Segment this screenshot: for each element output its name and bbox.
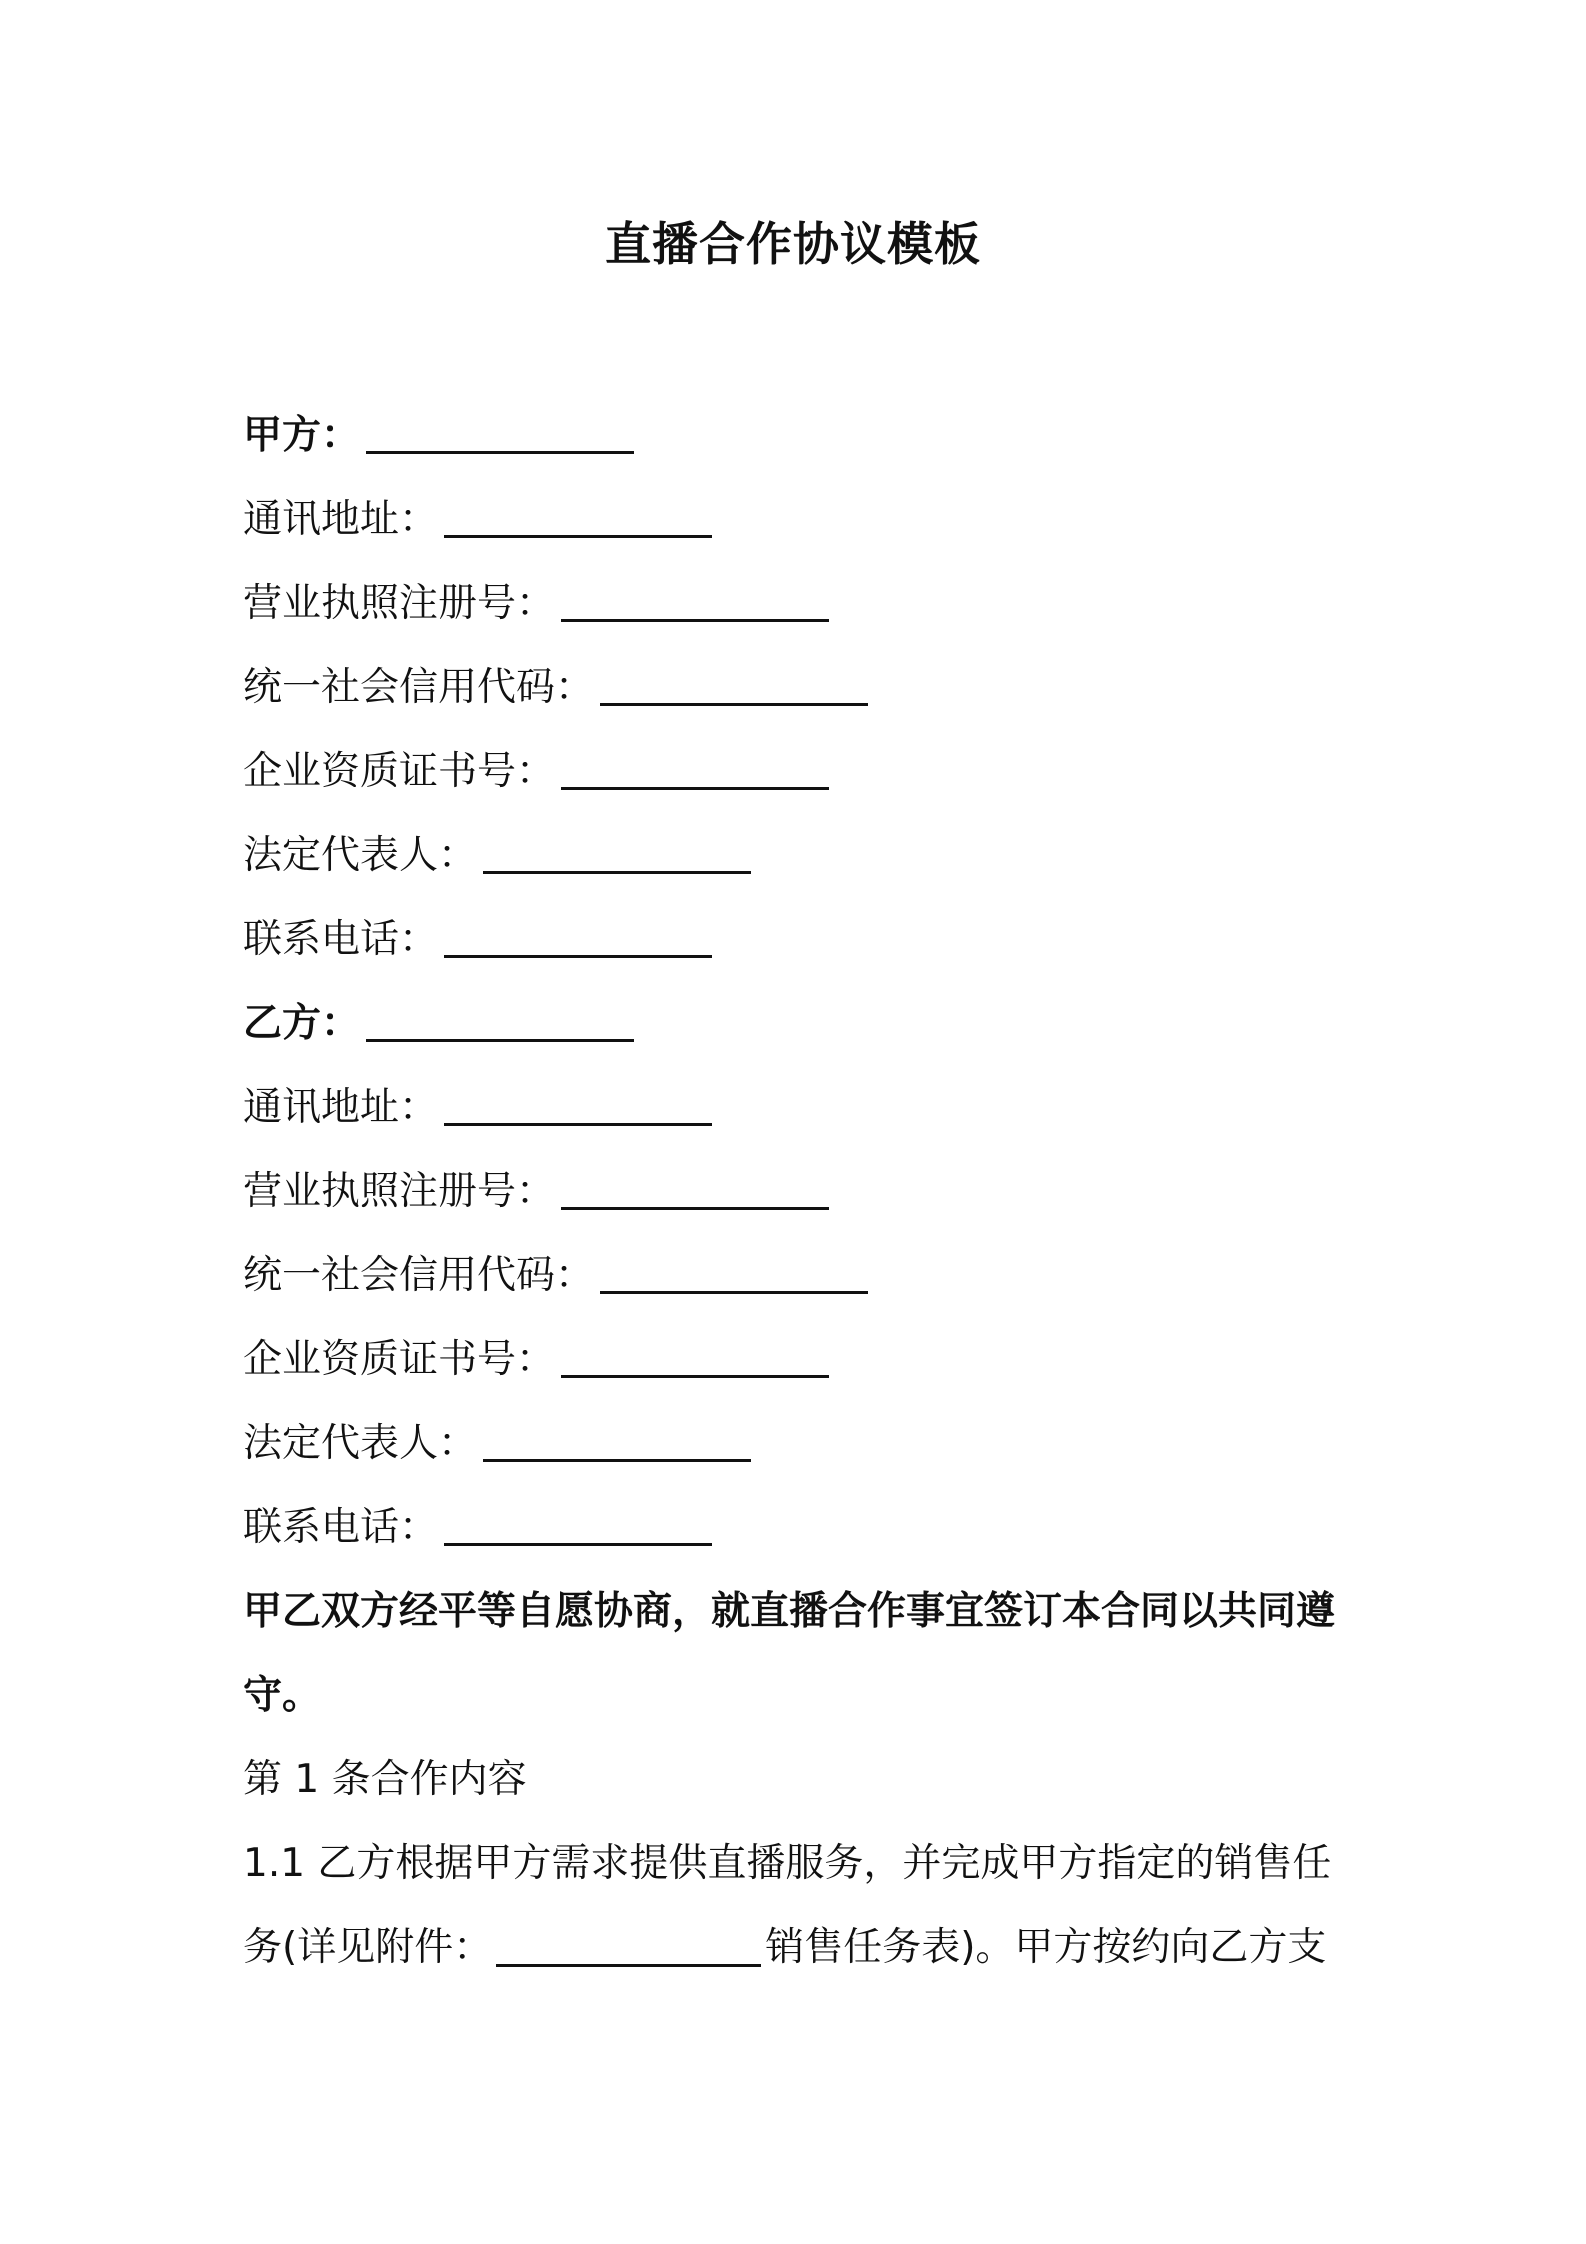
attachment-name-blank[interactable] [496,1906,761,1967]
party-b-name-label: 乙方： [243,1001,361,1046]
party-b-license-blank[interactable] [561,1162,829,1210]
party-a-phone-label: 联系电话： [243,917,439,962]
party-b-credit-code-blank[interactable] [600,1246,868,1294]
party-a-name-label: 甲方： [243,413,361,458]
party-a-address-blank[interactable] [444,490,712,538]
party-a-address-label: 通讯地址： [243,497,439,542]
party-b-qualification-label: 企业资质证书号： [243,1337,556,1382]
party-a-legal-rep-label: 法定代表人： [243,833,478,878]
party-a-credit-code-row [243,658,868,718]
party-b-legal-rep-row [243,1414,751,1474]
party-a-license-row [243,574,829,634]
party-a-phone-blank[interactable] [444,910,712,958]
document-title: 直播合作协议模板 [605,217,981,271]
party-b-qualification-blank[interactable] [561,1330,829,1378]
party-b-phone-label: 联系电话： [243,1505,439,1550]
article-1-heading: 第 1 条合作内容 [243,1757,527,1802]
party-b-address-row [243,1078,712,1138]
party-a-credit-code-blank[interactable] [600,658,868,706]
clause-1-1-text-after: 销售任务表)。甲方按约向乙方支 [765,1925,1327,1970]
party-b-credit-code-label: 统一社会信用代码： [243,1253,595,1298]
party-a-legal-rep-row [243,826,751,886]
party-b-legal-rep-blank[interactable] [483,1414,751,1462]
party-a-qualification-blank[interactable] [561,742,829,790]
party-b-phone-row [243,1498,712,1558]
party-a-name-row [243,406,634,466]
clause-1-1-text-before: 1.1 乙方根据甲方需求提供直播服务，并完成甲方指定的销售任务(详见附件： [243,1841,1332,1970]
party-b-legal-rep-label: 法定代表人： [243,1421,478,1466]
party-b-qualification-row [243,1330,829,1390]
party-b-license-label: 营业执照注册号： [243,1169,556,1214]
party-b-license-row [243,1162,829,1222]
party-a-license-label: 营业执照注册号： [243,581,556,626]
party-a-address-row [243,490,712,550]
party-b-phone-blank[interactable] [444,1498,712,1546]
party-b-name-row [243,994,634,1054]
party-a-qualification-row [243,742,829,802]
party-a-credit-code-label: 统一社会信用代码： [243,665,595,710]
party-a-legal-rep-blank[interactable] [483,826,751,874]
party-a-license-blank[interactable] [561,574,829,622]
clause-1-1-paragraph [243,1822,1363,1990]
party-a-phone-row [243,910,712,970]
preamble-paragraph: 甲乙双方经平等自愿协商，就直播合作事宜签订本合同以共同遵守。 [243,1589,1336,1718]
party-a-name-blank[interactable] [366,406,634,454]
party-b-name-blank[interactable] [366,994,634,1042]
party-a-qualification-label: 企业资质证书号： [243,749,556,794]
party-b-address-label: 通讯地址： [243,1085,439,1130]
party-b-credit-code-row [243,1246,868,1306]
party-b-address-blank[interactable] [444,1078,712,1126]
